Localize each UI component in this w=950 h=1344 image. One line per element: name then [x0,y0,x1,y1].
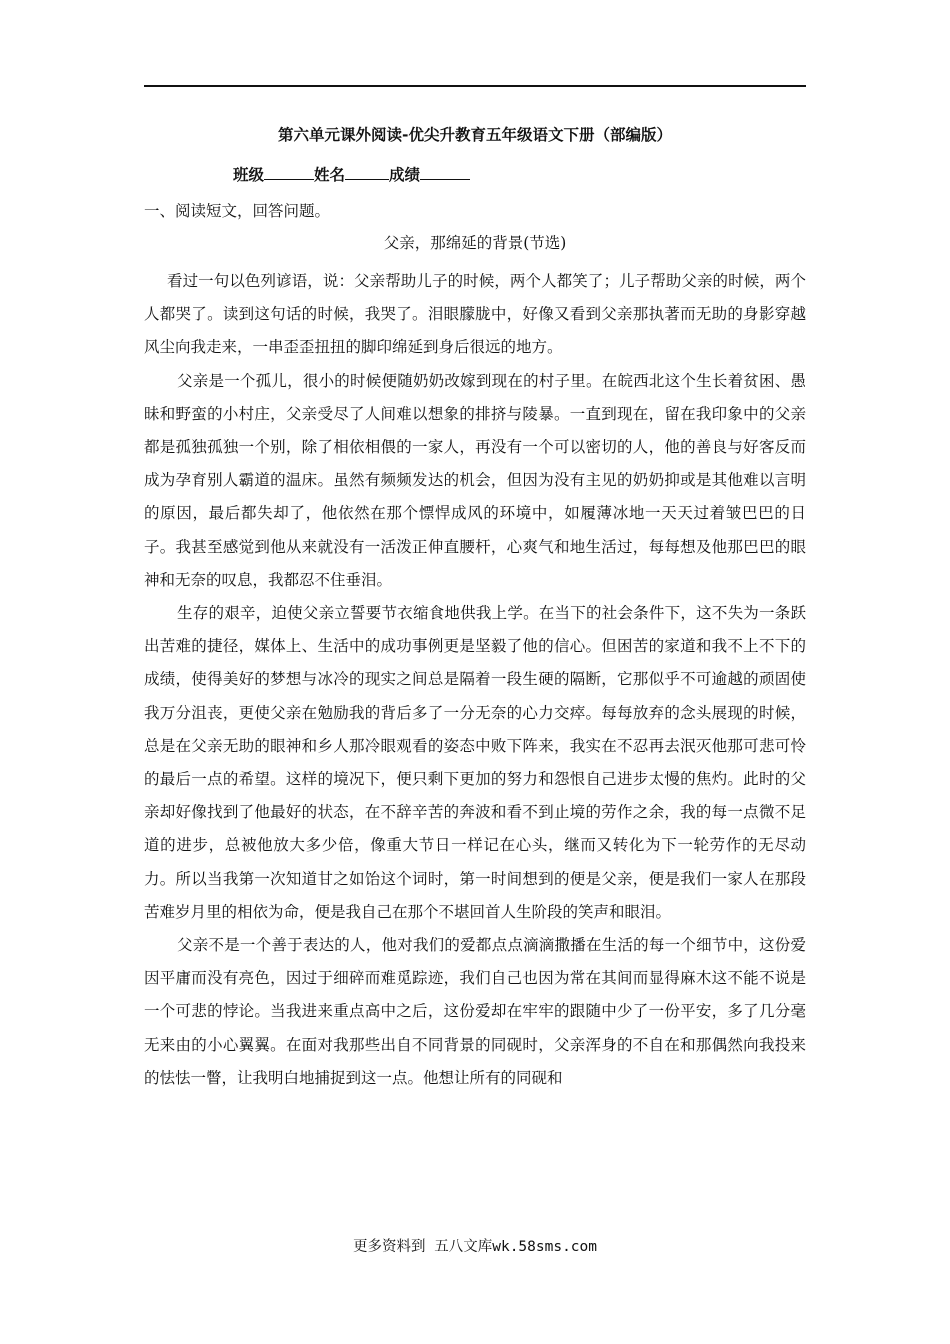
score-label: 成绩 [389,166,421,184]
student-info-line [233,161,470,187]
header-rule [144,85,806,87]
footer-source-link[interactable]: 更多资料到 五八文库wk.58sms.com [353,1239,597,1255]
passage-body [144,265,806,1095]
name-label: 姓名 [314,166,346,184]
paragraph-1: 看过一句以色列谚语，说：父亲帮助儿子的时候，两个人都笑了；儿子帮助父亲的时候，两个人都哭了。读到这句话的时候，我哭了。泪眼朦胧中，好像又看到父亲那执著而无助的身影穿越风尘向我走来，一串歪歪扭扭的脚印绵延到身后很远的地方。 [144,272,806,357]
paragraph-4: 父亲不是一个善于表达的人，他对我们的爱都点点滴滴撒播在生活的每一个细节中，这份爱因平庸而没有亮色，因过于细碎而难觅踪迹，我们自己也因为常在其间而显得麻木这不能不说是一个可悲的悖论。当我进来重点高中之后，这份爱却在牢牢的跟随中少了一份平安，多了几分毫无来由的小心翼翼。在面对我那些出自不同背景的同砚时，父亲浑身的不自在和那偶然向我投来的怯怯一瞥，让我明白地捕捉到这一点。他想让所有的同砚和 [144,936,806,1087]
document-title: 第六单元课外阅读-优尖升教育五年级语文下册（部编版） [278,126,672,144]
paragraph-2: 父亲是一个孤儿，很小的时候便随奶奶改嫁到现在的村子里。在皖西北这个生长着贫困、愚昧和野蛮的小村庄，父亲受尽了人间难以想象的排挤与陵暴。一直到现在，留在我印象中的父亲都是孤独孤独一个别，除了相依相偎的一家人，再没有一个可以密切的人，他的善良与好客反而成为孕育别人霸道的温床。虽然有频频发达的机会，但因为没有主见的奶奶抑或是其他难以言明的原因，最后都失却了，他依然在那个慓悍成风的环境中，如履薄冰地一天天过着皱巴巴的日子。我甚至感觉到他从来就没有一活泼正伸直腰杆，心爽气和地生活过，每每想及他那巴巴的眼神和无奈的叹息，我都忍不住垂泪。 [144,371,806,589]
class-label: 班级 [233,166,265,184]
score-blank[interactable] [420,161,470,180]
passage-title: 父亲，那绵延的背景(节选) [383,234,567,252]
name-blank[interactable] [345,161,389,180]
class-blank[interactable] [264,161,314,180]
question-instruction: 一、阅读短文，回答问题。 [144,202,331,220]
paragraph-3: 生存的艰辛，迫使父亲立誓要节衣缩食地供我上学。在当下的社会条件下，这不失为一条跃出苦难的捷径，媒体上、生活中的成功事例更是坚毅了他的信心。但困苦的家道和我不上不下的成绩，使得美好的梦想与冰冷的现实之间总是隔着一段生硬的隔断，它那似乎不可逾越的顽固使我万分沮丧，更使父亲在勉励我的背后多了一分无奈的心力交瘁。每每放弃的念头展现的时候，总是在父亲无助的眼神和乡人那冷眼观看的姿态中败下阵来，我实在不忍再去泯灭他那可悲可怜的最后一点的希望。这样的境况下，便只剩下更加的努力和怨恨自己进步太慢的焦灼。此时的父亲却好像找到了他最好的状态，在不辞辛苦的奔波和看不到止境的劳作之余，我的每一点微不足道的进步，总被他放大多少倍，像重大节日一样记在心头，继而又转化为下一轮劳作的无尽动力。所以当我第一次知道甘之如饴这个词时，第一时间想到的便是父亲，便是我们一家人在那段苦难岁月里的相依为命，便是我自己在那个不堪回首人生阶段的笑声和眼泪。 [144,604,806,921]
